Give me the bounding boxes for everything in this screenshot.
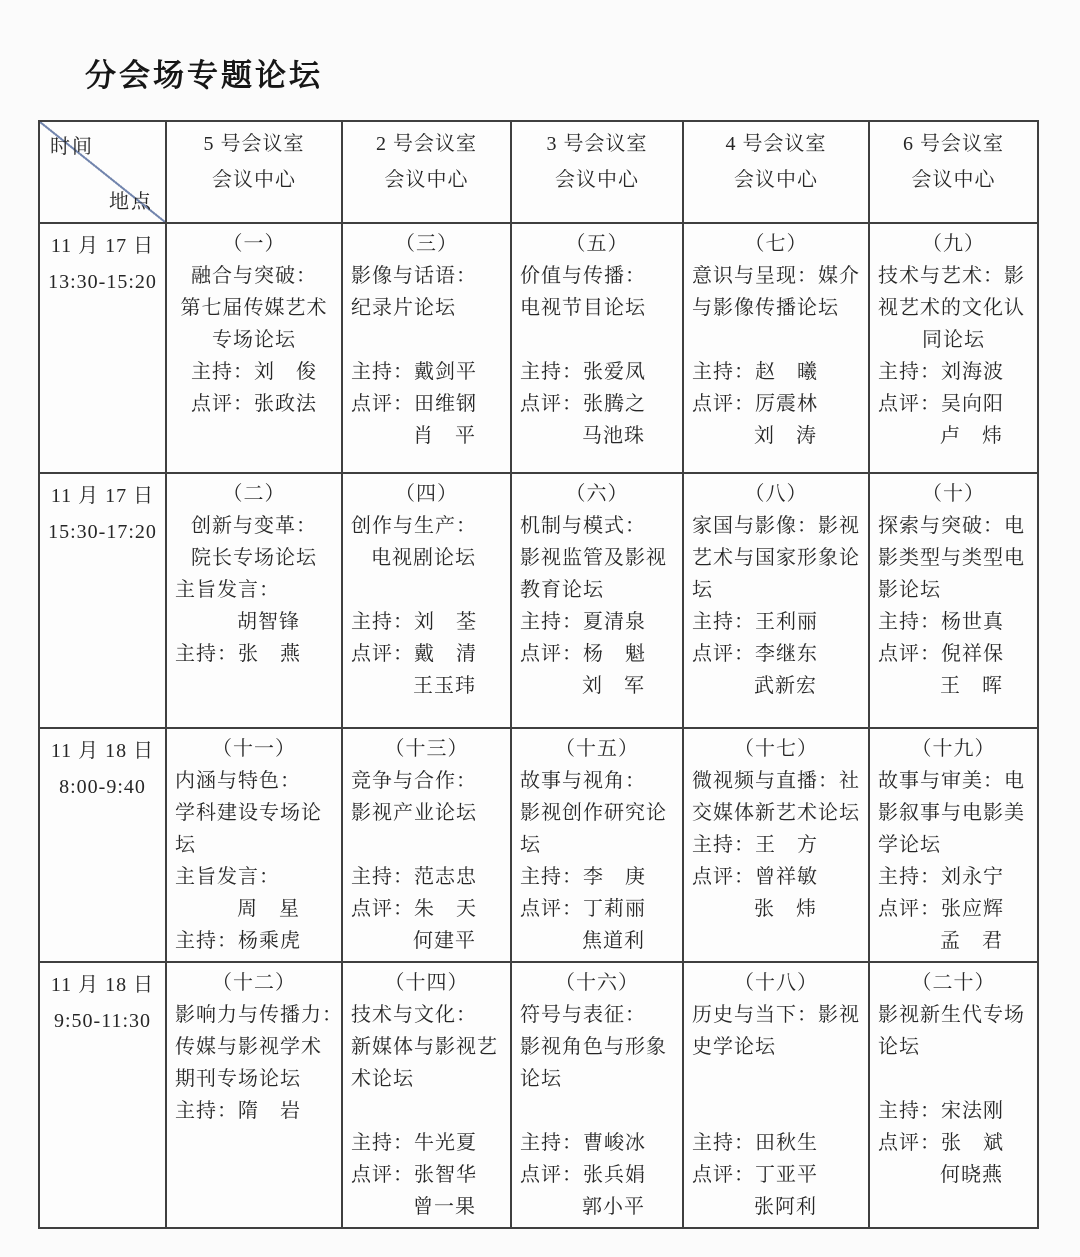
session-line: 影视监管及影视 (520, 547, 667, 569)
schedule-row-4 (39, 962, 1038, 1228)
session-line: 传媒与影视学术 (175, 1036, 322, 1058)
session-line: 点评：丁亚平 (692, 1164, 818, 1186)
time-line: 11 月 17 日 (50, 485, 155, 507)
session-line: 主持：张 燕 (175, 643, 301, 665)
venue-header-2 (342, 121, 511, 223)
session-line: 焦道利 (582, 930, 645, 952)
time-line: 11 月 18 日 (50, 974, 155, 996)
blank-line (520, 1095, 674, 1127)
session-line: 机制与模式： (520, 515, 646, 537)
schedule-row-2 (39, 473, 1038, 728)
session-line: 点评：丁莉丽 (520, 898, 646, 920)
session-line: 点评：张腾之 (520, 393, 646, 415)
session-line: 影视产业论坛 (351, 802, 477, 824)
session-line: 武新宏 (754, 675, 817, 697)
session-line: 点评：戴 清 (351, 643, 477, 665)
session-line: 影类型与类型电 (878, 547, 1025, 569)
venue-header-line: 会议中心 (384, 169, 469, 191)
venue-header-line: 会议中心 (734, 169, 818, 191)
session-line: 坛 (520, 834, 541, 856)
session-cell (683, 962, 869, 1228)
session-line: 创新与变革： (191, 515, 317, 537)
venue-header-line: 会议中心 (911, 169, 996, 191)
session-line: 教育论坛 (520, 579, 604, 601)
time-cell (39, 962, 166, 1228)
session-line: 点评：曾祥敏 (692, 866, 818, 888)
session-cell (166, 473, 342, 728)
blank-line (351, 1095, 502, 1127)
time-line: 15:30-17:20 (48, 521, 157, 543)
session-cell (342, 728, 511, 962)
session-line: 影视角色与形象 (520, 1036, 667, 1058)
session-line: 主持：戴剑平 (351, 361, 477, 383)
venue-header-3 (511, 121, 683, 223)
session-line: 纪录片论坛 (351, 297, 456, 319)
session-line: 内涵与特色： (175, 770, 301, 792)
blank-line (351, 574, 502, 606)
session-line: 王 晖 (940, 675, 1003, 697)
session-line: （八） (744, 483, 808, 505)
session-line: 点评：张应辉 (878, 898, 1004, 920)
session-line: （二十） (911, 972, 996, 994)
session-line: 主持：夏清泉 (520, 611, 646, 633)
session-line: （九） (922, 233, 985, 255)
session-line: 点评：李继东 (692, 643, 818, 665)
session-line: 何建平 (413, 930, 476, 952)
session-line: 与影像传播论坛 (692, 297, 839, 319)
venue-header-line: 5 号会议室 (203, 133, 305, 155)
session-line: 何晓燕 (940, 1164, 1003, 1186)
session-line: （十） (922, 483, 985, 505)
session-line: 曾一果 (413, 1196, 476, 1218)
session-line: 竞争与合作： (351, 770, 477, 792)
venue-header-line: 4 号会议室 (725, 133, 827, 155)
session-cell (511, 728, 683, 962)
session-cell (166, 962, 342, 1228)
session-line: 主持：田秋生 (692, 1132, 818, 1154)
venue-header-line: 2 号会议室 (376, 133, 477, 155)
session-cell (683, 473, 869, 728)
blank-line (692, 1063, 860, 1095)
session-line: （十四） (384, 972, 469, 994)
venue-header-1 (166, 121, 342, 223)
session-line: 同论坛 (922, 329, 985, 351)
session-line: 主持：杨乘虎 (175, 930, 301, 952)
schedule-table (38, 120, 1039, 1229)
session-line: 主持：李 庚 (520, 866, 646, 888)
session-line: （十九） (911, 738, 996, 760)
session-line: 主持：牛光夏 (351, 1132, 477, 1154)
session-line: （十一） (212, 738, 296, 760)
blank-line (520, 324, 674, 356)
session-line: 点评：朱 天 (351, 898, 477, 920)
session-line: 点评：倪祥保 (878, 643, 1004, 665)
session-cell (342, 962, 511, 1228)
header-row (39, 121, 1038, 223)
session-line: 主旨发言： (175, 579, 280, 601)
corner-time-label: 时间 (50, 136, 94, 158)
time-line: 9:50-11:30 (53, 1010, 152, 1032)
session-line: 主持：王利丽 (692, 611, 818, 633)
session-line: 坛 (175, 834, 196, 856)
session-line: （十六） (555, 972, 639, 994)
session-line: 电视剧论坛 (371, 547, 476, 569)
session-cell (869, 223, 1038, 473)
session-line: 技术与文化： (351, 1004, 477, 1026)
session-line: 主持：张爱凤 (520, 361, 646, 383)
session-line: 影像与话语： (351, 265, 477, 287)
session-line: （四） (395, 483, 458, 505)
session-line: 张 炜 (754, 898, 817, 920)
time-cell (39, 473, 166, 728)
time-cell (39, 223, 166, 473)
schedule-body (39, 223, 1038, 1228)
session-line: （十八） (734, 972, 818, 994)
session-cell (166, 223, 342, 473)
session-line: 主持：隋 岩 (175, 1100, 301, 1122)
session-line: 点评：田维钢 (351, 393, 477, 415)
schedule-row-3 (39, 728, 1038, 962)
session-line: 周 星 (237, 898, 300, 920)
session-line: 家国与影像：影视 (692, 515, 860, 537)
session-line: （十二） (212, 972, 296, 994)
session-line: 点评：杨 魁 (520, 643, 646, 665)
session-line: （五） (565, 233, 629, 255)
blank-line (878, 1063, 1029, 1095)
schedule-row-1 (39, 223, 1038, 473)
session-line: 王玉玮 (413, 675, 476, 697)
session-line: 点评：张 斌 (878, 1132, 1004, 1154)
session-line: 主持：刘 荃 (351, 611, 477, 633)
session-line: 故事与审美：电 (878, 770, 1025, 792)
session-line: 主持：范志忠 (351, 866, 477, 888)
session-line: 史学论坛 (692, 1036, 776, 1058)
session-line: （十三） (384, 738, 469, 760)
session-line: 主持：刘海波 (878, 361, 1004, 383)
session-line: 点评：厉震林 (692, 393, 818, 415)
session-line: 卢 炜 (940, 425, 1003, 447)
session-line: 创作与生产： (351, 515, 477, 537)
session-line: 历史与当下：影视 (692, 1004, 860, 1026)
corner-cell (39, 121, 166, 223)
venue-header-line: 6 号会议室 (903, 133, 1004, 155)
session-line: 点评：张政法 (191, 393, 317, 415)
session-line: 论坛 (520, 1068, 562, 1090)
session-line: 影视创作研究论 (520, 802, 667, 824)
blank-line (692, 1095, 860, 1127)
time-line: 13:30-15:20 (48, 271, 157, 293)
session-line: 郭小平 (582, 1196, 645, 1218)
session-line: 探索与突破：电 (878, 515, 1025, 537)
session-line: 学科建设专场论 (175, 802, 322, 824)
session-line: 张阿利 (754, 1196, 817, 1218)
session-line: （二） (222, 483, 286, 505)
corner-place-label: 地点 (109, 191, 153, 213)
venue-header-4 (683, 121, 869, 223)
venue-header-line: 会议中心 (555, 169, 639, 191)
session-line: 故事与视角： (520, 770, 646, 792)
session-cell (511, 473, 683, 728)
session-line: 期刊专场论坛 (175, 1068, 301, 1090)
session-line: 孟 君 (940, 930, 1003, 952)
blank-line (351, 829, 502, 861)
session-line: 刘 涛 (754, 425, 817, 447)
session-cell (511, 223, 683, 473)
session-line: 电视节目论坛 (520, 297, 646, 319)
session-line: 影视新生代专场 (878, 1004, 1025, 1026)
session-line: 交媒体新艺术论坛 (692, 802, 860, 824)
session-line: 点评：张兵娟 (520, 1164, 646, 1186)
session-line: 价值与传播： (520, 265, 646, 287)
session-line: 主持：宋法刚 (878, 1100, 1004, 1122)
venue-header-5 (869, 121, 1038, 223)
session-cell (342, 223, 511, 473)
time-line: 8:00-9:40 (59, 776, 146, 798)
session-line: （七） (744, 233, 808, 255)
session-line: （十五） (555, 738, 639, 760)
session-line: （十七） (734, 738, 818, 760)
session-line: 主旨发言： (175, 866, 280, 888)
session-line: 点评：张智华 (351, 1164, 477, 1186)
session-line: 微视频与直播：社 (692, 770, 860, 792)
session-line: 艺术与国家形象论 (692, 547, 860, 569)
session-line: 主持：刘 俊 (191, 361, 317, 383)
session-cell (869, 962, 1038, 1228)
time-line: 11 月 17 日 (50, 235, 155, 257)
session-line: 术论坛 (351, 1068, 414, 1090)
session-line: 技术与艺术：影 (878, 265, 1025, 287)
session-line: 视艺术的文化认 (878, 297, 1025, 319)
session-line: 论坛 (878, 1036, 920, 1058)
session-cell (683, 223, 869, 473)
session-line: 坛 (692, 579, 713, 601)
page-title: 分会场专题论坛 (85, 58, 323, 93)
time-cell (39, 728, 166, 962)
session-line: 符号与表征： (520, 1004, 646, 1026)
session-cell (869, 473, 1038, 728)
session-line: 专场论坛 (212, 329, 296, 351)
session-line: 刘 军 (582, 675, 645, 697)
session-line: 主持：杨世真 (878, 611, 1004, 633)
session-line: 点评：吴向阳 (878, 393, 1004, 415)
session-line: （六） (565, 483, 629, 505)
session-cell (511, 962, 683, 1228)
session-line: （一） (222, 233, 286, 255)
session-line: 主持：王 方 (692, 834, 818, 856)
blank-line (692, 324, 860, 356)
blank-line (351, 324, 502, 356)
session-cell (869, 728, 1038, 962)
session-line: 学论坛 (878, 834, 941, 856)
session-line: （三） (395, 233, 458, 255)
session-cell (683, 728, 869, 962)
time-line: 11 月 18 日 (50, 740, 155, 762)
session-line: 肖 平 (413, 425, 476, 447)
session-line: 主持：赵 曦 (692, 361, 818, 383)
session-line: 主持：曹峻冰 (520, 1132, 646, 1154)
session-line: 意识与呈现：媒介 (692, 265, 860, 287)
session-line: 院长专场论坛 (191, 547, 317, 569)
session-line: 影论坛 (878, 579, 941, 601)
session-cell (166, 728, 342, 962)
session-line: 融合与突破： (191, 265, 317, 287)
session-line: 影叙事与电影美 (878, 802, 1025, 824)
session-line: 马池珠 (582, 425, 645, 447)
venue-header-line: 3 号会议室 (546, 133, 648, 155)
session-line: 主持：刘永宁 (878, 866, 1004, 888)
session-line: 影响力与传播力： (175, 1004, 343, 1026)
session-line: 第七届传媒艺术 (180, 297, 328, 319)
venue-header-line: 会议中心 (212, 169, 296, 191)
session-line: 胡智锋 (237, 611, 300, 633)
session-cell (342, 473, 511, 728)
session-line: 新媒体与影视艺 (351, 1036, 498, 1058)
